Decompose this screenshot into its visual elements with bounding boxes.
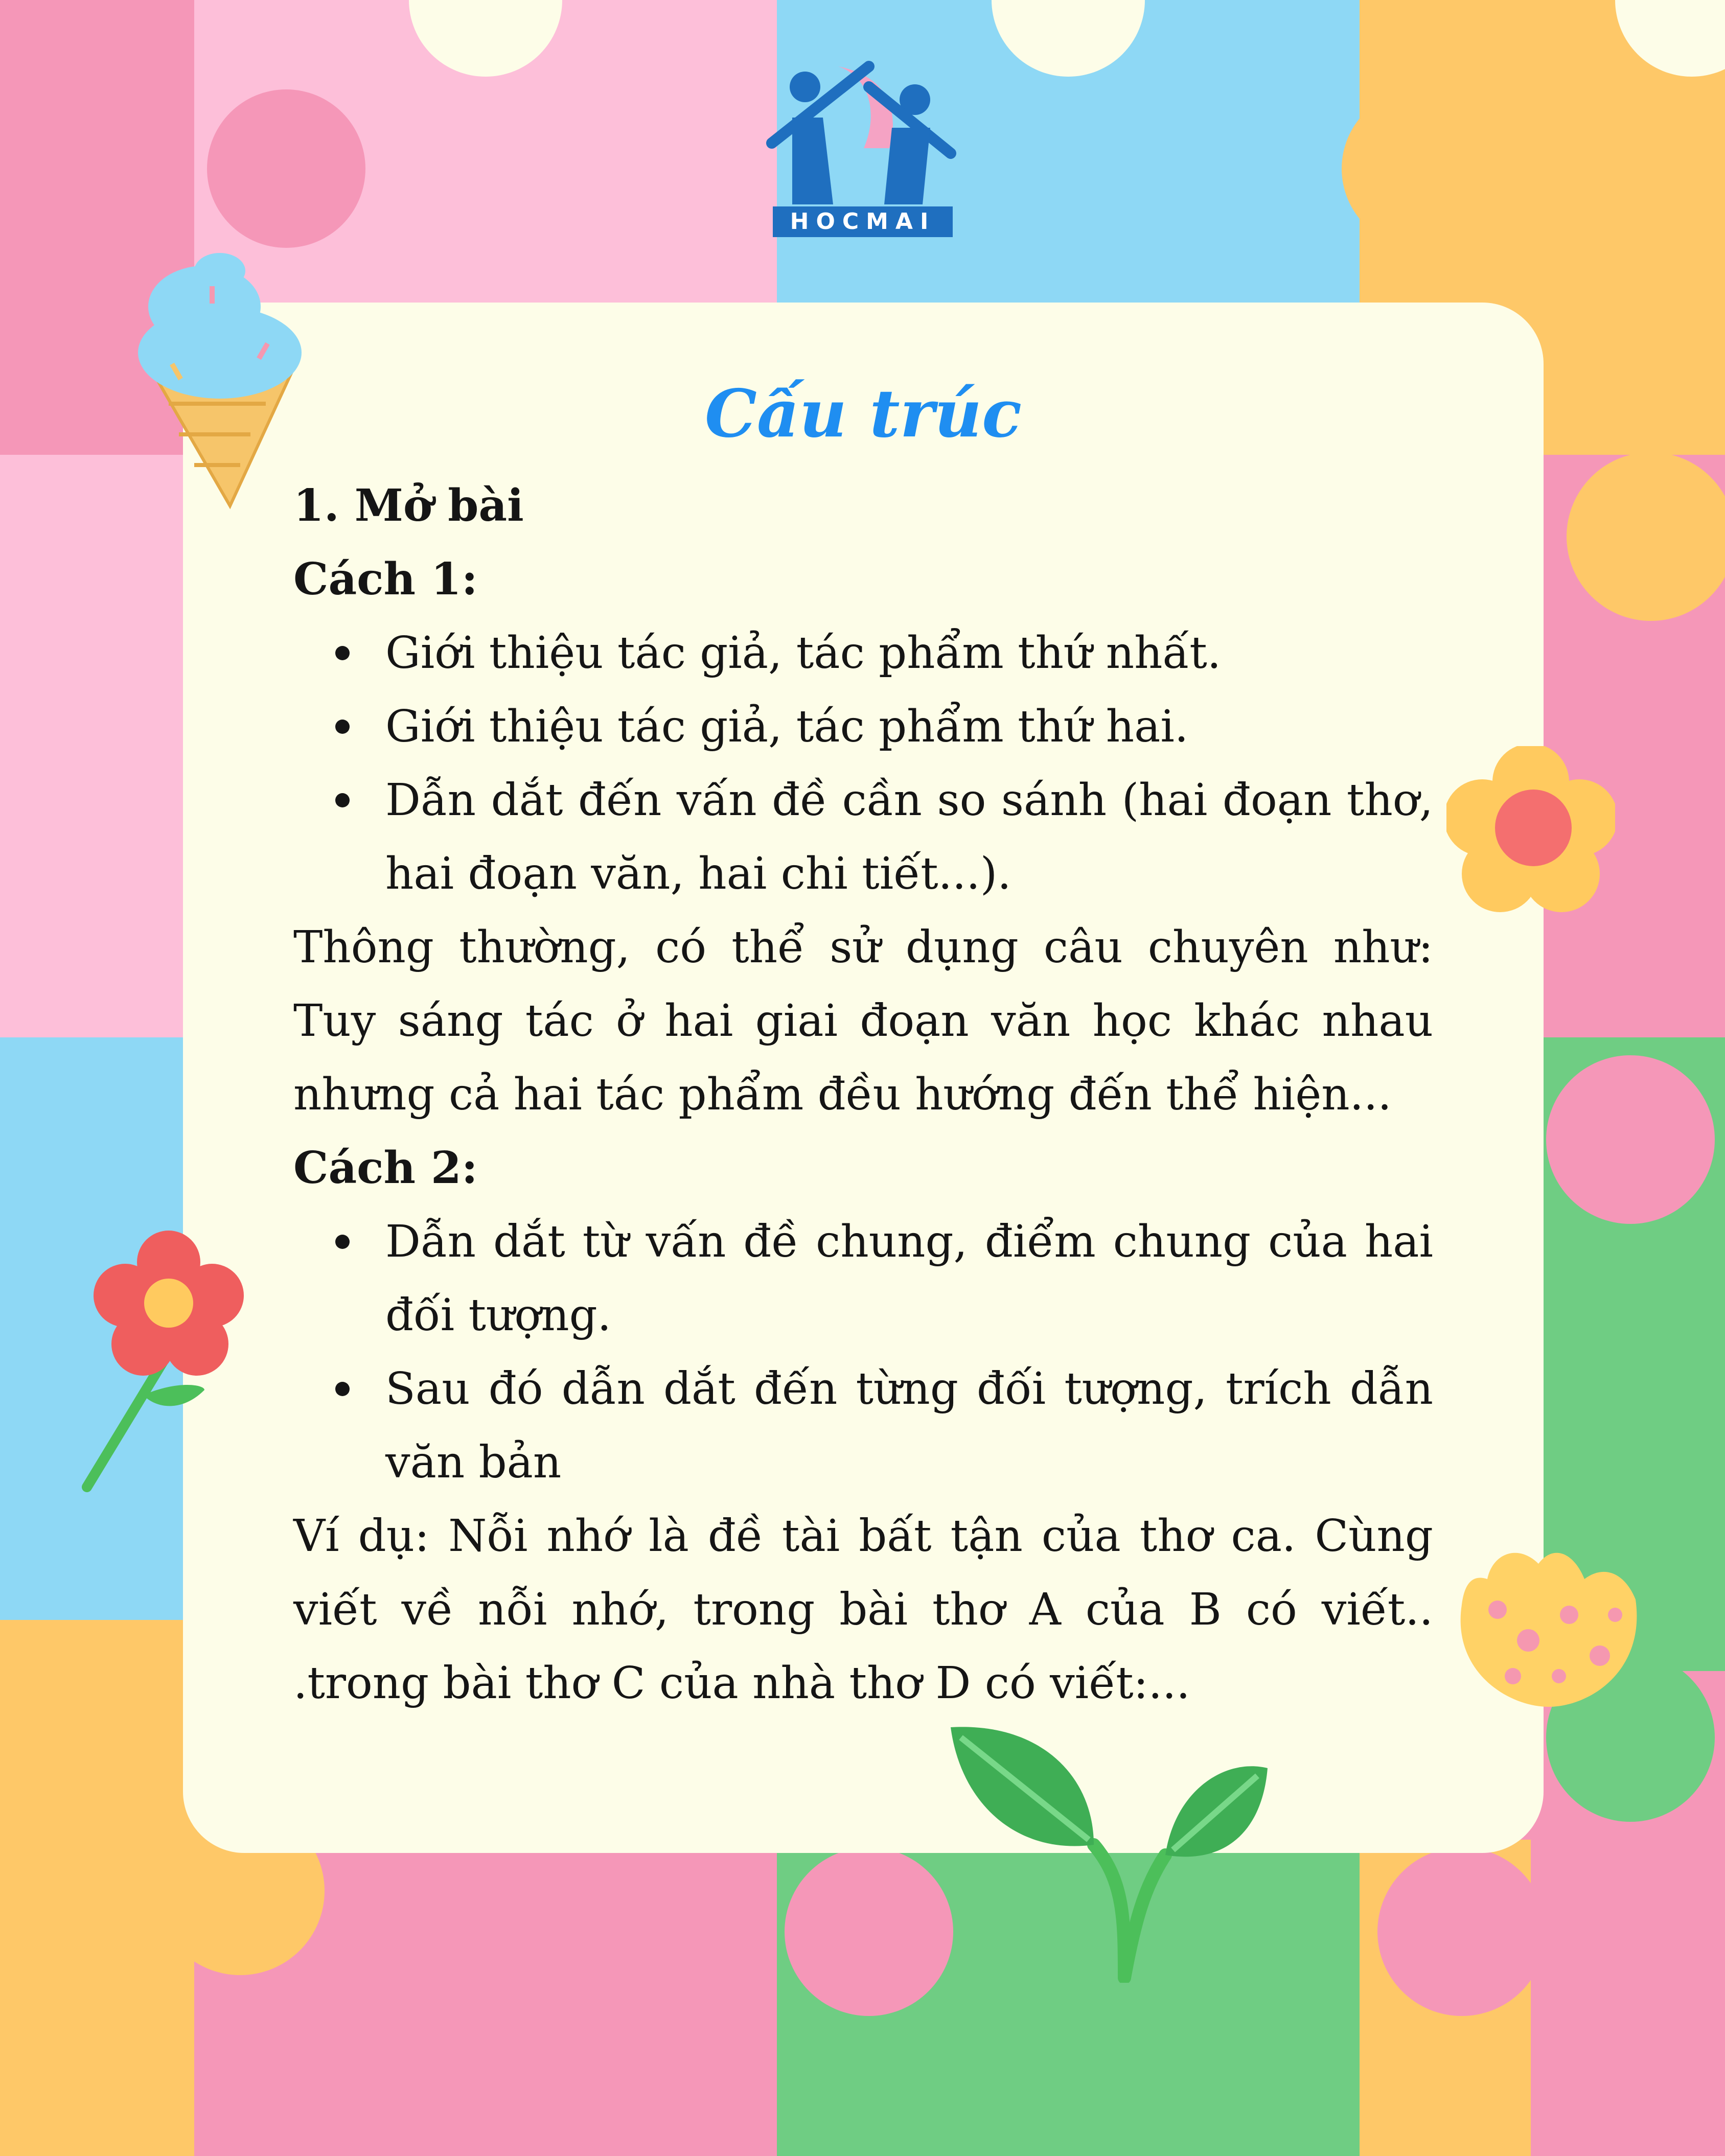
page-title: Cấu trúc bbox=[705, 376, 1022, 452]
yellow-tulip-icon bbox=[1452, 1543, 1646, 1717]
sprout-icon bbox=[940, 1717, 1278, 1983]
list-item: Dẫn dắt đến vấn đề cần so sánh (hai đoạn thơ, hai đoạn văn, hai chi tiết...). bbox=[385, 763, 1433, 911]
method1-note: Thông thường, có thể sử dụng câu chuyên như: Tuy sáng tác ở hai giai đoạn văn học khác nhau nhưng cả hai tác phẩm đều hướng đến thể hiện... bbox=[293, 922, 1433, 1120]
method1-list bbox=[293, 616, 1433, 911]
yellow-flower-icon bbox=[1446, 746, 1615, 915]
list-item: Giới thiệu tác giả, tác phẩm thứ nhất. bbox=[385, 616, 1433, 690]
method2-list bbox=[293, 1205, 1433, 1499]
logo-text: HOCMAI bbox=[773, 206, 953, 237]
list-item: Giới thiệu tác giả, tác phẩm thứ hai. bbox=[385, 690, 1433, 763]
method1-label: Cách 1: bbox=[293, 553, 478, 605]
list-item: Dẫn dắt từ vấn đề chung, điểm chung của hai đối tượng. bbox=[385, 1205, 1433, 1352]
red-flower-icon bbox=[77, 1226, 291, 1492]
list-item: Sau đó dẫn dắt đến từng đối tượng, trích dẫn văn bản bbox=[385, 1352, 1433, 1499]
ice-cream-icon bbox=[133, 250, 317, 516]
article-content bbox=[293, 368, 1433, 1720]
method2-label: Cách 2: bbox=[293, 1142, 478, 1194]
method2-example: Ví dụ: Nỗi nhớ là đề tài bất tận của thơ ca. Cùng viết về nỗi nhớ, trong bài thơ A của B có viết.. .trong bài thơ C của nhà thơ D có viết:... bbox=[293, 1511, 1433, 1709]
section-heading: 1. Mở bài bbox=[293, 480, 524, 531]
